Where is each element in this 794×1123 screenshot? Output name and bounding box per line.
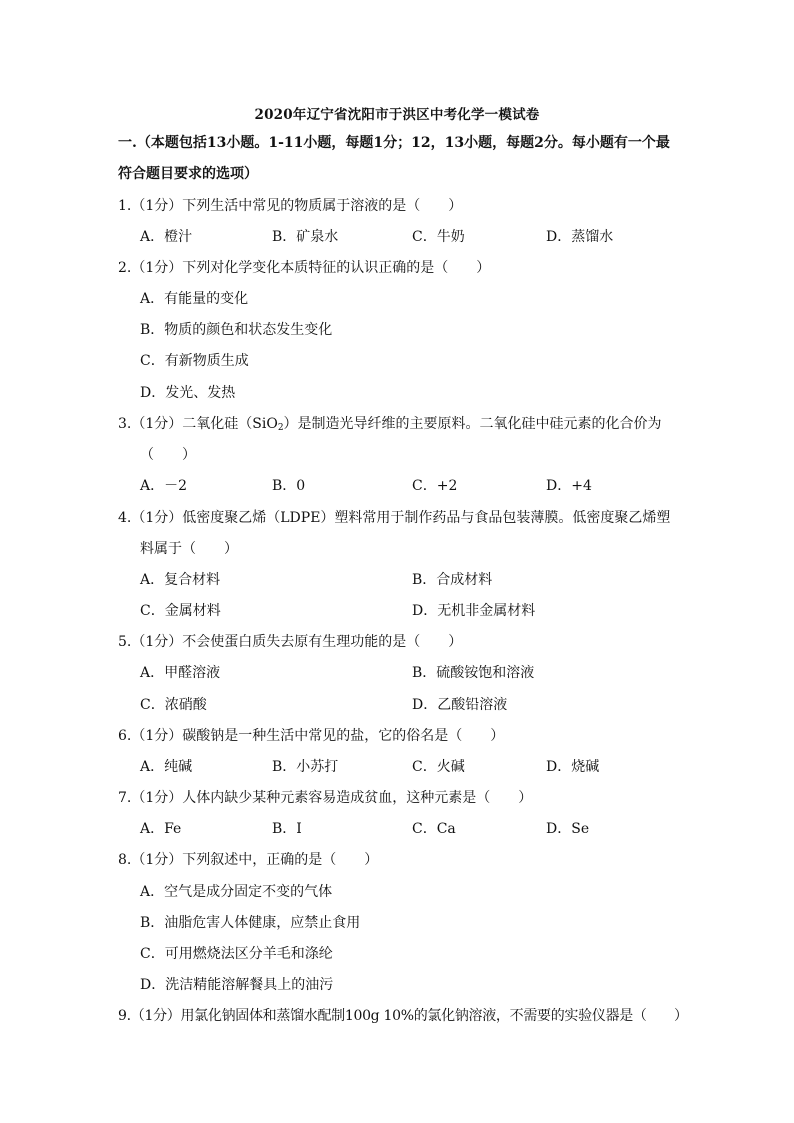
section-line-1: 一.（本题包括13小题。1-11小题，每题1分；12，13小题，每题2分。每小题有一个最 [118, 135, 670, 151]
q4-option-d: D．无机非金属材料 [412, 603, 536, 619]
q6-option-c: C．火碱 [412, 759, 465, 775]
question-4-cont: 料属于（ ） [140, 541, 238, 557]
q3-option-b: B．0 [272, 478, 306, 494]
q5-option-b: B．硫酸铵饱和溶液 [412, 665, 535, 681]
q5-option-c: C．浓硝酸 [140, 697, 207, 713]
q4-option-c: C．金属材料 [140, 603, 221, 619]
q3-option-d: D．+4 [546, 478, 592, 494]
q3-option-a: A．－2 [140, 478, 188, 494]
q6-option-a: A．纯碱 [140, 759, 193, 775]
section-instructions [118, 128, 688, 190]
q4-option-a: A．复合材料 [140, 572, 221, 588]
q7-option-b: B．I [272, 821, 302, 837]
question-6: 6.（1分）碳酸钠是一种生活中常见的盐，它的俗名是（ ） [118, 728, 505, 744]
q1-option-c: C．牛奶 [412, 229, 465, 245]
question-1: 1.（1分）下列生活中常见的物质属于溶液的是（ ） [118, 198, 463, 214]
q4-option-b: B．合成材料 [412, 572, 493, 588]
q7-option-a: A．Fe [140, 821, 182, 837]
q5-option-d: D．乙酸铅溶液 [412, 697, 508, 713]
question-8: 8.（1分）下列叙述中，正确的是（ ） [118, 852, 379, 868]
question-3-cont: （ ） [140, 447, 196, 463]
q1-option-b: B．矿泉水 [272, 229, 339, 245]
q1-option-d: D．蒸馏水 [546, 229, 614, 245]
q3-option-c: C．+2 [412, 478, 458, 494]
section-line-2: 符合题目要求的选项） [118, 166, 258, 182]
question-2: 2.（1分）下列对化学变化本质特征的认识正确的是（ ） [118, 260, 491, 276]
q1-option-a: A．橙汁 [140, 229, 193, 245]
q3-text-after: ）是制造光导纤维的主要原料。二氧化硅中硅元素的化合价为 [283, 416, 662, 432]
q6-option-d: D．烧碱 [546, 759, 600, 775]
q2-option-c: C．有新物质生成 [140, 353, 249, 369]
question-5: 5.（1分）不会使蛋白质失去原有生理功能的是（ ） [118, 634, 463, 650]
q8-option-a: A．空气是成分固定不变的气体 [140, 884, 333, 900]
q8-option-c: C．可用燃烧法区分羊毛和涤纶 [140, 946, 333, 962]
q8-option-d: D．洗洁精能溶解餐具上的油污 [140, 977, 334, 993]
q6-option-b: B．小苏打 [272, 759, 339, 775]
q7-option-c: C．Ca [412, 821, 456, 837]
q2-option-b: B．物质的颜色和状态发生变化 [140, 322, 333, 338]
page-title: 2020年辽宁省沈阳市于洪区中考化学一模试卷 [254, 107, 540, 123]
q5-option-a: A．甲醛溶液 [140, 665, 221, 681]
q3-subscript: 2 [277, 423, 284, 433]
q2-option-a: A．有能量的变化 [140, 291, 249, 307]
q3-text-before: 3.（1分）二氧化硅（SiO [118, 416, 278, 432]
question-3 [118, 414, 662, 438]
q7-option-d: D．Se [546, 821, 590, 837]
question-7: 7.（1分）人体内缺少某种元素容易造成贫血，这种元素是（ ） [118, 790, 533, 806]
q2-option-d: D．发光、发热 [140, 385, 236, 401]
question-9: 9.（1分）用氯化钠固体和蒸馏水配制100g 10%的氯化钠溶液，不需要的实验仪器是（ ） [118, 1008, 688, 1024]
q8-option-b: B．油脂危害人体健康，应禁止食用 [140, 915, 361, 931]
question-4: 4.（1分）低密度聚乙烯（LDPE）塑料常用于制作药品与食品包装薄膜。低密度聚乙烯塑 [118, 510, 671, 526]
